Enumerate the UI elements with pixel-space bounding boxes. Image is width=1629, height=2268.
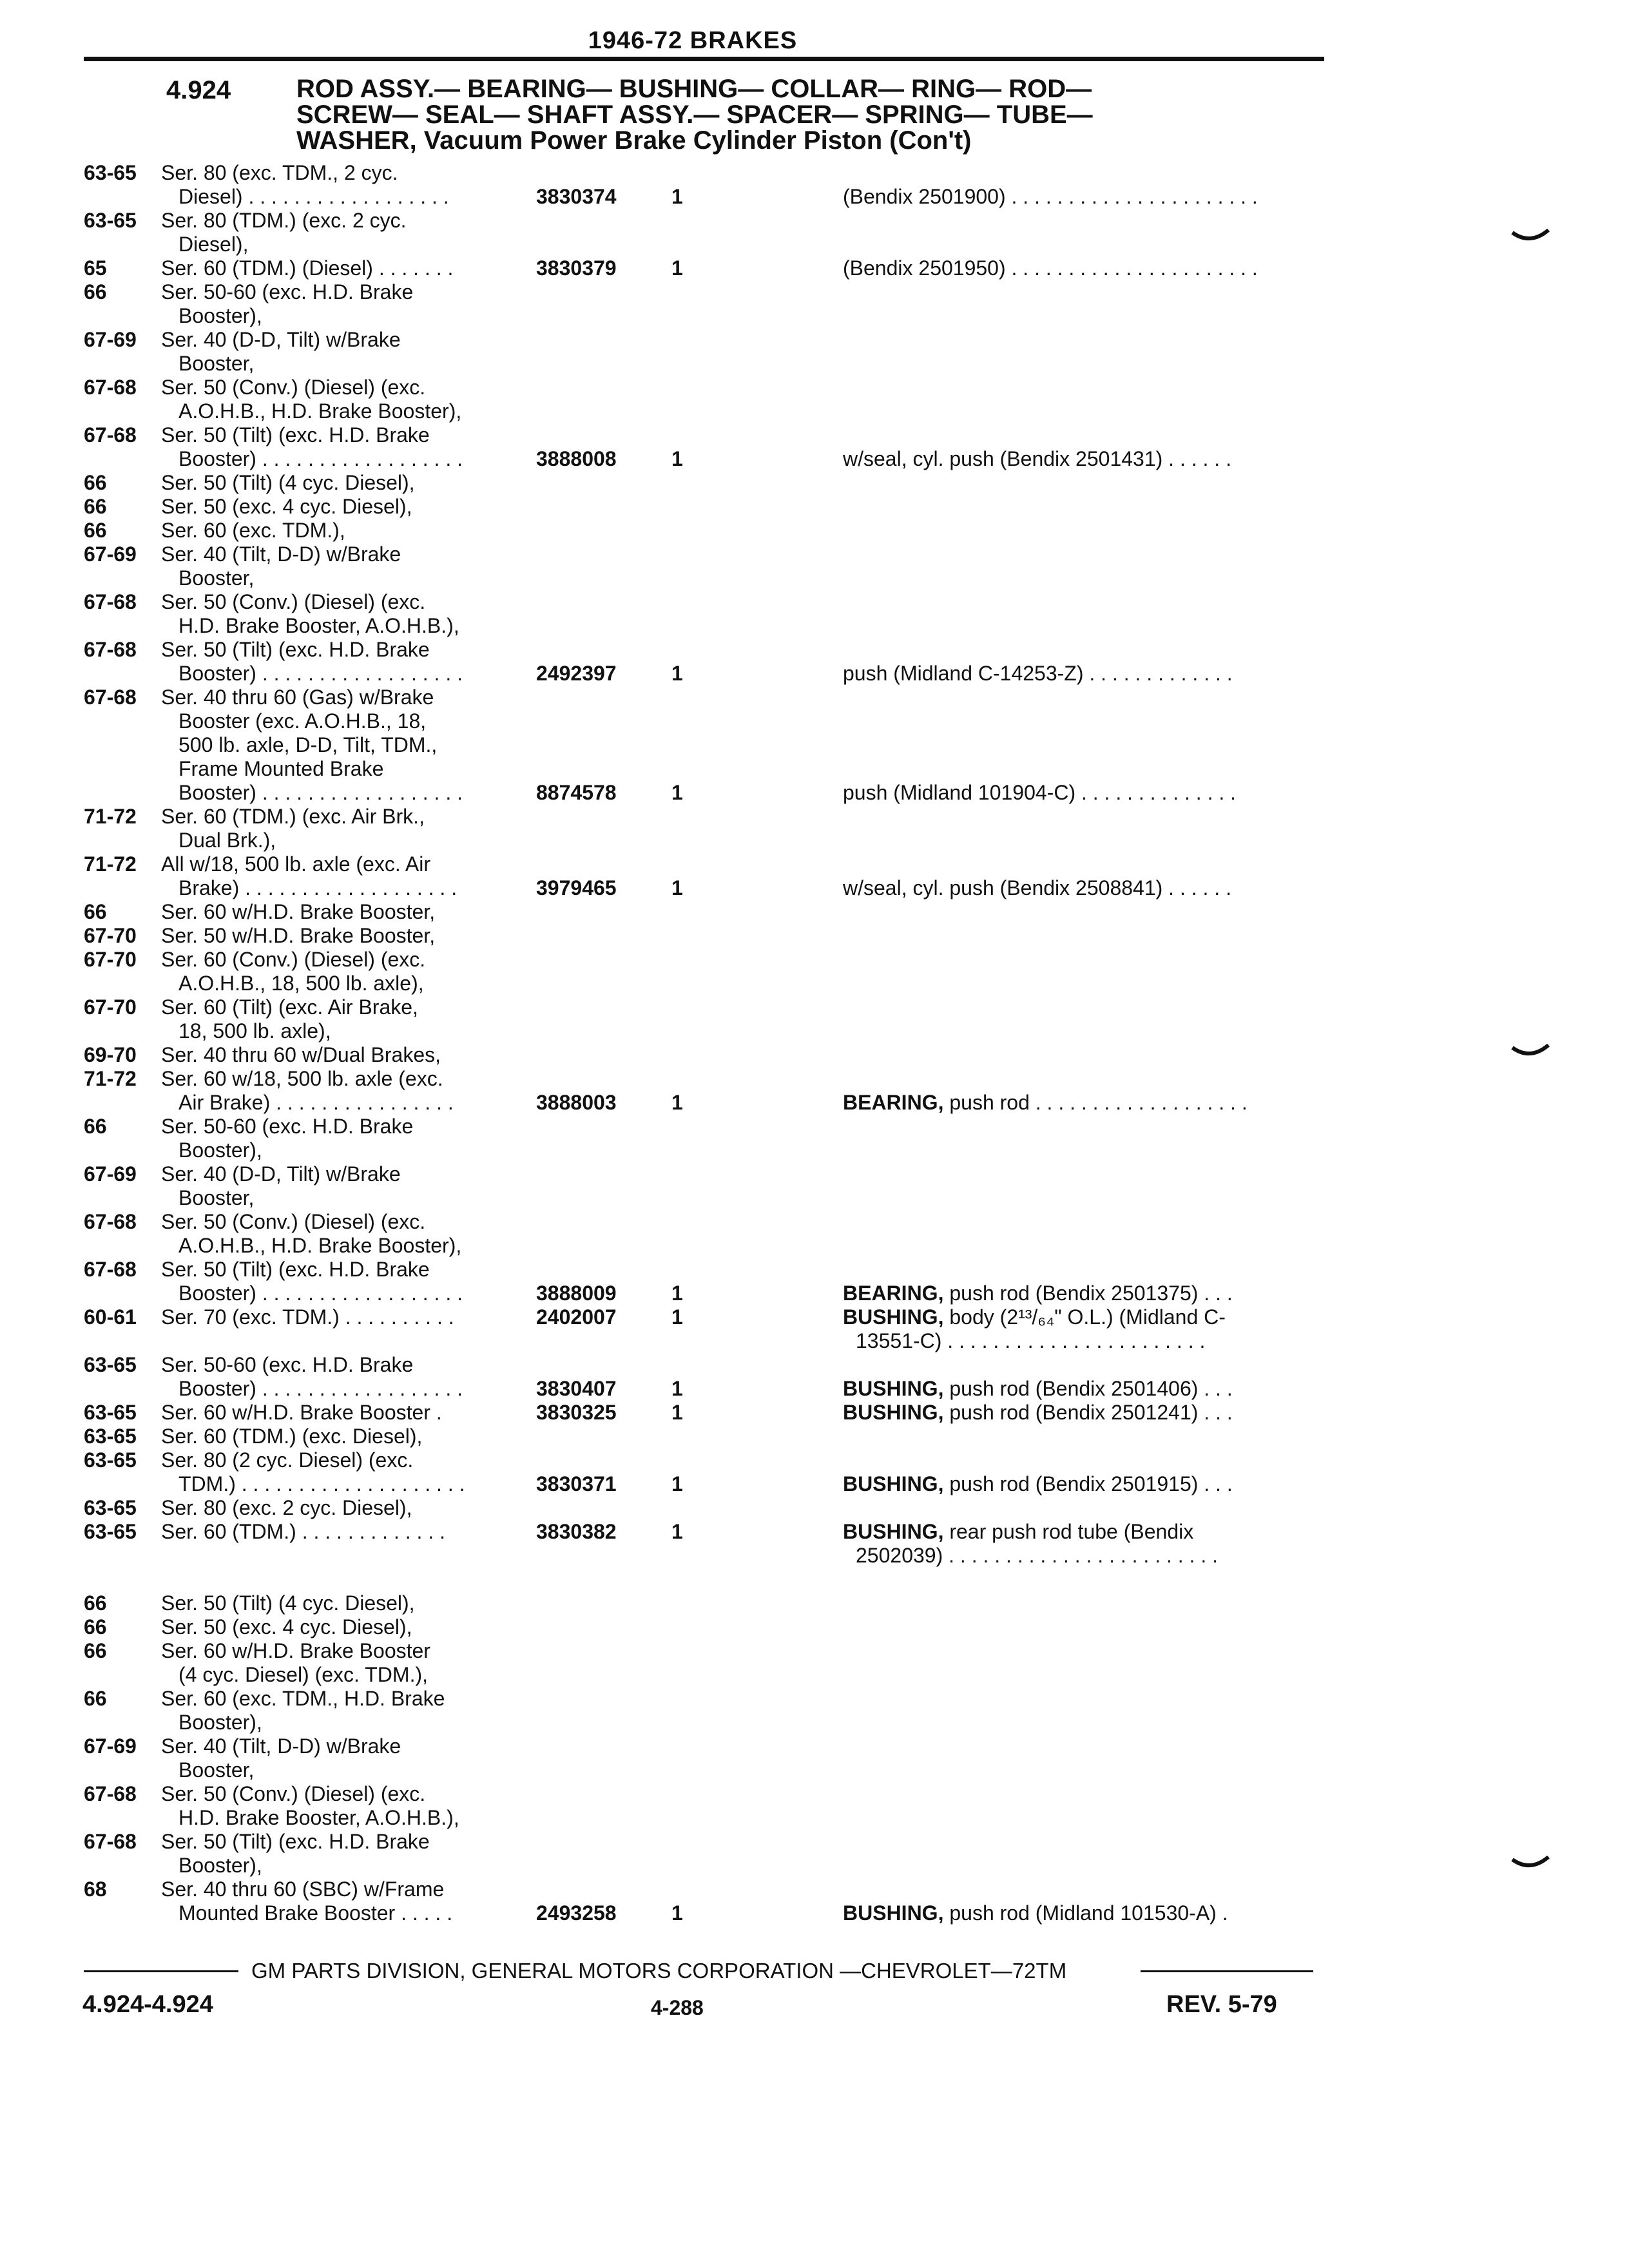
application-text: Booster), (178, 1711, 262, 1734)
parts-row (0, 1091, 1353, 1115)
part-description (843, 1305, 1226, 1329)
parts-row (0, 1115, 1353, 1139)
application-text: Ser. 50 (Conv.) (Diesel) (exc. (161, 376, 426, 399)
application-text: Diesel), (178, 233, 249, 256)
application-text: Ser. 50 (Tilt) (exc. H.D. Brake (161, 1830, 430, 1853)
part-description (843, 1091, 1248, 1115)
part-number: 3830407 (536, 1377, 617, 1400)
parts-row (0, 1043, 1353, 1067)
application-text: Ser. 50 (exc. 4 cyc. Diesel), (161, 1615, 412, 1639)
parts-row (0, 1687, 1353, 1711)
application-text: Ser. 80 (TDM.) (exc. 2 cyc. (161, 209, 407, 232)
model-years: 63-65 (84, 1425, 137, 1448)
application-text: Ser. 50 (Conv.) (Diesel) (exc. (161, 1782, 426, 1805)
model-years: 71-72 (84, 805, 137, 828)
parts-row (0, 1782, 1353, 1806)
application-text: Ser. 80 (exc. 2 cyc. Diesel), (161, 1496, 412, 1519)
parts-row (0, 829, 1353, 852)
model-years: 63-65 (84, 1520, 137, 1543)
quantity: 1 (671, 185, 683, 208)
application-text: Ser. 50 (Conv.) (Diesel) (exc. (161, 590, 426, 613)
model-years: 67-68 (84, 1258, 137, 1281)
part-name: BUSHING, (843, 1520, 944, 1543)
model-years: 71-72 (84, 852, 137, 876)
application-text: Booster), (178, 1854, 262, 1877)
parts-row (0, 1591, 1353, 1615)
section-heading-line: SCREW— SEAL— SHAFT ASSY.— SPACER— SPRING— TUBE— (296, 101, 1093, 129)
part-number: 3888008 (536, 447, 617, 470)
quantity: 1 (671, 256, 683, 280)
part-number: 3979465 (536, 876, 617, 899)
footer-publisher: GM PARTS DIVISION, GENERAL MOTORS CORPORATION —CHEVROLET—72TM (251, 1959, 1067, 1983)
quantity: 1 (671, 1472, 683, 1495)
part-detail: push (Midland C-14253-Z) . . . . . . . . . . . . . (843, 662, 1233, 685)
application-text: Diesel) . . . . . . . . . . . . . . . . . . (178, 185, 449, 208)
part-detail: body (2¹³/₆₄" O.L.) (Midland C- (943, 1305, 1226, 1329)
application-text: Booster) . . . . . . . . . . . . . . . . . . (178, 1377, 463, 1400)
parts-row (0, 256, 1353, 280)
application-text: A.O.H.B., H.D. Brake Booster), (178, 399, 462, 423)
parts-row (0, 1472, 1353, 1496)
binder-hole-mark (1511, 229, 1550, 244)
quantity: 1 (671, 1520, 683, 1543)
part-number: 2492397 (536, 662, 617, 685)
part-name: BUSHING, (843, 1472, 944, 1495)
parts-row (0, 519, 1353, 543)
application-text: Ser. 50 (Tilt) (exc. H.D. Brake (161, 423, 430, 447)
model-years: 60-61 (84, 1305, 137, 1329)
parts-row (0, 280, 1353, 304)
parts-row (0, 1282, 1353, 1305)
parts-row (0, 733, 1353, 757)
model-years: 67-70 (84, 924, 137, 947)
parts-row (0, 471, 1353, 495)
quantity: 1 (671, 876, 683, 899)
parts-row (0, 543, 1353, 566)
application-text: Ser. 60 (TDM.) . . . . . . . . . . . . . (161, 1520, 445, 1543)
parts-row (0, 614, 1353, 638)
parts-row (0, 1711, 1353, 1735)
part-detail: 13551-C) . . . . . . . . . . . . . . . . . . . . . . . (856, 1329, 1206, 1352)
parts-row (0, 1544, 1353, 1568)
part-detail: (Bendix 2501900) . . . . . . . . . . . . . . . . . . . . . . (843, 185, 1258, 208)
application-text: Ser. 60 (Conv.) (Diesel) (exc. (161, 948, 426, 971)
part-description (843, 1377, 1233, 1401)
model-years: 67-68 (84, 423, 137, 447)
parts-row (0, 352, 1353, 376)
part-detail: push rod (Bendix 2501406) . . . (943, 1377, 1233, 1400)
application-text: Ser. 50 w/H.D. Brake Booster, (161, 924, 436, 947)
part-description (843, 662, 1233, 686)
parts-row (0, 1162, 1353, 1186)
parts-row (0, 1067, 1353, 1091)
parts-row (0, 1448, 1353, 1472)
application-text: Ser. 60 w/H.D. Brake Booster . (161, 1401, 442, 1424)
application-text: Ser. 60 (exc. TDM.), (161, 519, 345, 542)
parts-row (0, 781, 1353, 805)
part-name: BEARING, (843, 1282, 944, 1305)
parts-row (0, 1353, 1353, 1377)
section-heading-line: ROD ASSY.— BEARING— BUSHING— COLLAR— RING— ROD— (296, 75, 1092, 103)
part-detail: rear push rod tube (Bendix (943, 1520, 1194, 1543)
parts-row (0, 1854, 1353, 1878)
part-description (856, 1544, 1218, 1568)
model-years: 63-65 (84, 209, 137, 232)
parts-row (0, 209, 1353, 233)
part-number: 3830325 (536, 1401, 617, 1424)
parts-row (0, 376, 1353, 399)
model-years: 63-65 (84, 1401, 137, 1424)
quantity: 1 (671, 1401, 683, 1424)
application-text: Ser. 40 thru 60 (Gas) w/Brake (161, 686, 434, 709)
parts-row (0, 328, 1353, 352)
application-text: Ser. 50-60 (exc. H.D. Brake (161, 280, 414, 303)
parts-row (0, 805, 1353, 829)
application-text: Booster, (178, 1758, 255, 1782)
parts-row (0, 1401, 1353, 1425)
part-name: BUSHING, (843, 1901, 944, 1925)
part-detail: 2502039) . . . . . . . . . . . . . . . . . . . . . . . . (856, 1544, 1218, 1567)
model-years: 67-69 (84, 1162, 137, 1186)
part-detail: push (Midland 101904-C) . . . . . . . . . . . . . . (843, 781, 1237, 804)
part-number: 2493258 (536, 1901, 617, 1925)
part-description (843, 781, 1236, 805)
model-years: 66 (84, 471, 107, 494)
model-years: 67-68 (84, 1830, 137, 1853)
parts-row (0, 1425, 1353, 1448)
part-description (843, 876, 1231, 900)
application-text: Booster, (178, 1186, 255, 1209)
part-detail: push rod (Bendix 2501915) . . . (943, 1472, 1233, 1495)
parts-row (0, 423, 1353, 447)
application-text: Ser. 50 (Tilt) (4 cyc. Diesel), (161, 471, 415, 494)
part-number: 3830379 (536, 256, 617, 280)
application-text: 18, 500 lb. axle), (178, 1019, 331, 1043)
parts-row (0, 1019, 1353, 1043)
part-number: 3888003 (536, 1091, 617, 1114)
application-text: H.D. Brake Booster, A.O.H.B.), (178, 614, 459, 637)
model-years: 71-72 (84, 1067, 137, 1090)
parts-row (0, 876, 1353, 900)
application-text: Ser. 40 (D-D, Tilt) w/Brake (161, 1162, 401, 1186)
parts-row (0, 1329, 1353, 1353)
application-text: Booster) . . . . . . . . . . . . . . . . . . (178, 662, 463, 685)
part-detail: (Bendix 2501950) . . . . . . . . . . . . . . . . . . . . . . (843, 256, 1258, 280)
part-number: 8874578 (536, 781, 617, 804)
model-years: 63-65 (84, 1353, 137, 1376)
model-years: 67-70 (84, 995, 137, 1019)
model-years: 66 (84, 1591, 107, 1615)
model-years: 67-70 (84, 948, 137, 971)
model-years: 66 (84, 1615, 107, 1639)
application-text: Ser. 60 (TDM.) (exc. Air Brk., (161, 805, 425, 828)
part-description (843, 185, 1258, 209)
part-number: 3830371 (536, 1472, 617, 1495)
footer-rule-left (84, 1970, 238, 1972)
parts-row (0, 399, 1353, 423)
application-text: Ser. 50 (Tilt) (exc. H.D. Brake (161, 638, 430, 661)
application-text: Booster, (178, 352, 255, 375)
part-description (843, 1901, 1228, 1925)
parts-row (0, 185, 1353, 209)
parts-row (0, 757, 1353, 781)
model-years: 63-65 (84, 161, 137, 184)
footer-section-range: 4.924-4.924 (82, 1991, 213, 2018)
parts-row (0, 1639, 1353, 1663)
part-name: BUSHING, (843, 1377, 944, 1400)
parts-row (0, 1758, 1353, 1782)
parts-row (0, 1735, 1353, 1758)
parts-row (0, 1830, 1353, 1854)
model-years: 66 (84, 1687, 107, 1710)
model-years: 67-69 (84, 328, 137, 351)
parts-row (0, 852, 1353, 876)
parts-row (0, 948, 1353, 972)
model-years: 66 (84, 1115, 107, 1138)
model-years: 67-68 (84, 686, 137, 709)
parts-row (0, 495, 1353, 519)
application-text: All w/18, 500 lb. axle (exc. Air (161, 852, 430, 876)
model-years: 67-68 (84, 590, 137, 613)
application-text: (4 cyc. Diesel) (exc. TDM.), (178, 1663, 428, 1686)
parts-row (0, 233, 1353, 256)
parts-row (0, 900, 1353, 924)
section-heading-line: WASHER, Vacuum Power Brake Cylinder Piston (Con't) (296, 126, 972, 155)
page-title: 1946-72 BRAKES (588, 27, 798, 54)
part-name: BUSHING, (843, 1305, 944, 1329)
parts-row (0, 709, 1353, 733)
part-detail: push rod . . . . . . . . . . . . . . . . . . . (943, 1091, 1248, 1114)
parts-row (0, 1258, 1353, 1282)
footer-rule-right (1141, 1970, 1313, 1972)
model-years: 67-68 (84, 1782, 137, 1805)
application-text: Ser. 60 w/18, 500 lb. axle (exc. (161, 1067, 443, 1090)
application-text: Ser. 50 (Tilt) (exc. H.D. Brake (161, 1258, 430, 1281)
parts-row (0, 1806, 1353, 1830)
model-years: 67-68 (84, 1210, 137, 1233)
page-number: 4-288 (651, 1996, 704, 2019)
application-text: A.O.H.B., 18, 500 lb. axle), (178, 972, 424, 995)
parts-row (0, 1234, 1353, 1258)
application-text: Ser. 60 w/H.D. Brake Booster (161, 1639, 430, 1662)
application-text: Ser. 70 (exc. TDM.) . . . . . . . . . . (161, 1305, 454, 1329)
model-years: 63-65 (84, 1448, 137, 1472)
application-text: Ser. 60 (TDM.) (exc. Diesel), (161, 1425, 423, 1448)
parts-row (0, 1901, 1353, 1925)
model-years: 69-70 (84, 1043, 137, 1066)
part-description (843, 256, 1258, 280)
part-description (843, 1282, 1233, 1305)
parts-row (0, 638, 1353, 662)
quantity: 1 (671, 447, 683, 470)
application-text: Ser. 80 (exc. TDM., 2 cyc. (161, 161, 398, 184)
application-text: Ser. 40 (Tilt, D-D) w/Brake (161, 1735, 401, 1758)
parts-row (0, 304, 1353, 328)
parts-row (0, 686, 1353, 709)
application-text: Frame Mounted Brake (178, 757, 384, 780)
model-years: 67-69 (84, 1735, 137, 1758)
part-detail: w/seal, cyl. push (Bendix 2501431) . . . . . . (843, 447, 1231, 470)
application-text: Ser. 80 (2 cyc. Diesel) (exc. (161, 1448, 414, 1472)
part-description (856, 1329, 1205, 1353)
model-years: 67-68 (84, 376, 137, 399)
parts-row (0, 1568, 1353, 1591)
parts-row (0, 972, 1353, 995)
part-description (843, 1472, 1233, 1496)
application-text: Mounted Brake Booster . . . . . (178, 1901, 453, 1925)
part-name: BEARING, (843, 1091, 944, 1114)
application-text: Ser. 40 thru 60 w/Dual Brakes, (161, 1043, 441, 1066)
parts-row (0, 1496, 1353, 1520)
model-years: 66 (84, 495, 107, 518)
model-years: 66 (84, 280, 107, 303)
application-text: Booster) . . . . . . . . . . . . . . . . . . (178, 781, 463, 804)
application-text: Booster), (178, 1139, 262, 1162)
application-text: Dual Brk.), (178, 829, 276, 852)
quantity: 1 (671, 781, 683, 804)
quantity: 1 (671, 1377, 683, 1400)
application-text: 500 lb. axle, D-D, Tilt, TDM., (178, 733, 438, 756)
application-text: A.O.H.B., H.D. Brake Booster), (178, 1234, 462, 1257)
parts-row (0, 995, 1353, 1019)
application-text: Brake) . . . . . . . . . . . . . . . . . . . (178, 876, 458, 899)
application-text: Ser. 50 (Tilt) (4 cyc. Diesel), (161, 1591, 415, 1615)
parts-row (0, 924, 1353, 948)
model-years: 66 (84, 1639, 107, 1662)
parts-row (0, 1663, 1353, 1687)
model-years: 63-65 (84, 1496, 137, 1519)
part-description (843, 1401, 1233, 1425)
model-years: 67-69 (84, 543, 137, 566)
binder-hole-mark (1511, 1856, 1550, 1871)
parts-row (0, 1210, 1353, 1234)
quantity: 1 (671, 1091, 683, 1114)
quantity: 1 (671, 1282, 683, 1305)
parts-row (0, 1615, 1353, 1639)
parts-row (0, 566, 1353, 590)
part-number: 3888009 (536, 1282, 617, 1305)
parts-row (0, 1520, 1353, 1544)
application-text: Ser. 60 (Tilt) (exc. Air Brake, (161, 995, 418, 1019)
parts-row (0, 161, 1353, 185)
part-number: 3830382 (536, 1520, 617, 1543)
part-detail: push rod (Bendix 2501375) . . . (943, 1282, 1233, 1305)
part-detail: w/seal, cyl. push (Bendix 2508841) . . . . . . (843, 876, 1231, 899)
application-text: Ser. 50-60 (exc. H.D. Brake (161, 1115, 414, 1138)
application-text: Booster (exc. A.O.H.B., 18, (178, 709, 427, 733)
application-text: Ser. 50 (Conv.) (Diesel) (exc. (161, 1210, 426, 1233)
application-text: Ser. 40 thru 60 (SBC) w/Frame (161, 1878, 445, 1901)
application-text: Booster) . . . . . . . . . . . . . . . . . . (178, 1282, 463, 1305)
section-number: 4.924 (166, 76, 231, 104)
quantity: 1 (671, 1901, 683, 1925)
application-text: Booster) . . . . . . . . . . . . . . . . . . (178, 447, 463, 470)
model-years: 66 (84, 900, 107, 923)
model-years: 67-68 (84, 638, 137, 661)
parts-row (0, 1878, 1353, 1901)
parts-row (0, 1305, 1353, 1329)
parts-row (0, 1377, 1353, 1401)
part-number: 3830374 (536, 185, 617, 208)
application-text: Ser. 60 w/H.D. Brake Booster, (161, 900, 436, 923)
binder-hole-mark (1511, 1044, 1550, 1059)
application-text: Ser. 50-60 (exc. H.D. Brake (161, 1353, 414, 1376)
part-number: 2402007 (536, 1305, 617, 1329)
parts-row (0, 590, 1353, 614)
application-text: Booster, (178, 566, 255, 590)
part-name: BUSHING, (843, 1401, 944, 1424)
quantity: 1 (671, 662, 683, 685)
model-years: 66 (84, 519, 107, 542)
parts-row (0, 447, 1353, 471)
revision-label: REV. 5-79 (1166, 1991, 1277, 2018)
model-years: 65 (84, 256, 107, 280)
application-text: H.D. Brake Booster, A.O.H.B.), (178, 1806, 459, 1829)
part-description (843, 447, 1231, 471)
application-text: Ser. 60 (TDM.) (Diesel) . . . . . . . (161, 256, 454, 280)
application-text: Ser. 60 (exc. TDM., H.D. Brake (161, 1687, 445, 1710)
part-detail: push rod (Bendix 2501241) . . . (943, 1401, 1233, 1424)
application-text: Ser. 40 (Tilt, D-D) w/Brake (161, 543, 401, 566)
application-text: Ser. 50 (exc. 4 cyc. Diesel), (161, 495, 412, 518)
part-detail: push rod (Midland 101530-A) . (943, 1901, 1228, 1925)
application-text: Ser. 40 (D-D, Tilt) w/Brake (161, 328, 401, 351)
parts-row (0, 1186, 1353, 1210)
application-text: TDM.) . . . . . . . . . . . . . . . . . . . . (178, 1472, 465, 1495)
parts-row (0, 662, 1353, 686)
application-text: Booster), (178, 304, 262, 327)
part-description (843, 1520, 1193, 1544)
model-years: 68 (84, 1878, 107, 1901)
quantity: 1 (671, 1305, 683, 1329)
parts-row (0, 1139, 1353, 1162)
application-text: Air Brake) . . . . . . . . . . . . . . . . (178, 1091, 454, 1114)
